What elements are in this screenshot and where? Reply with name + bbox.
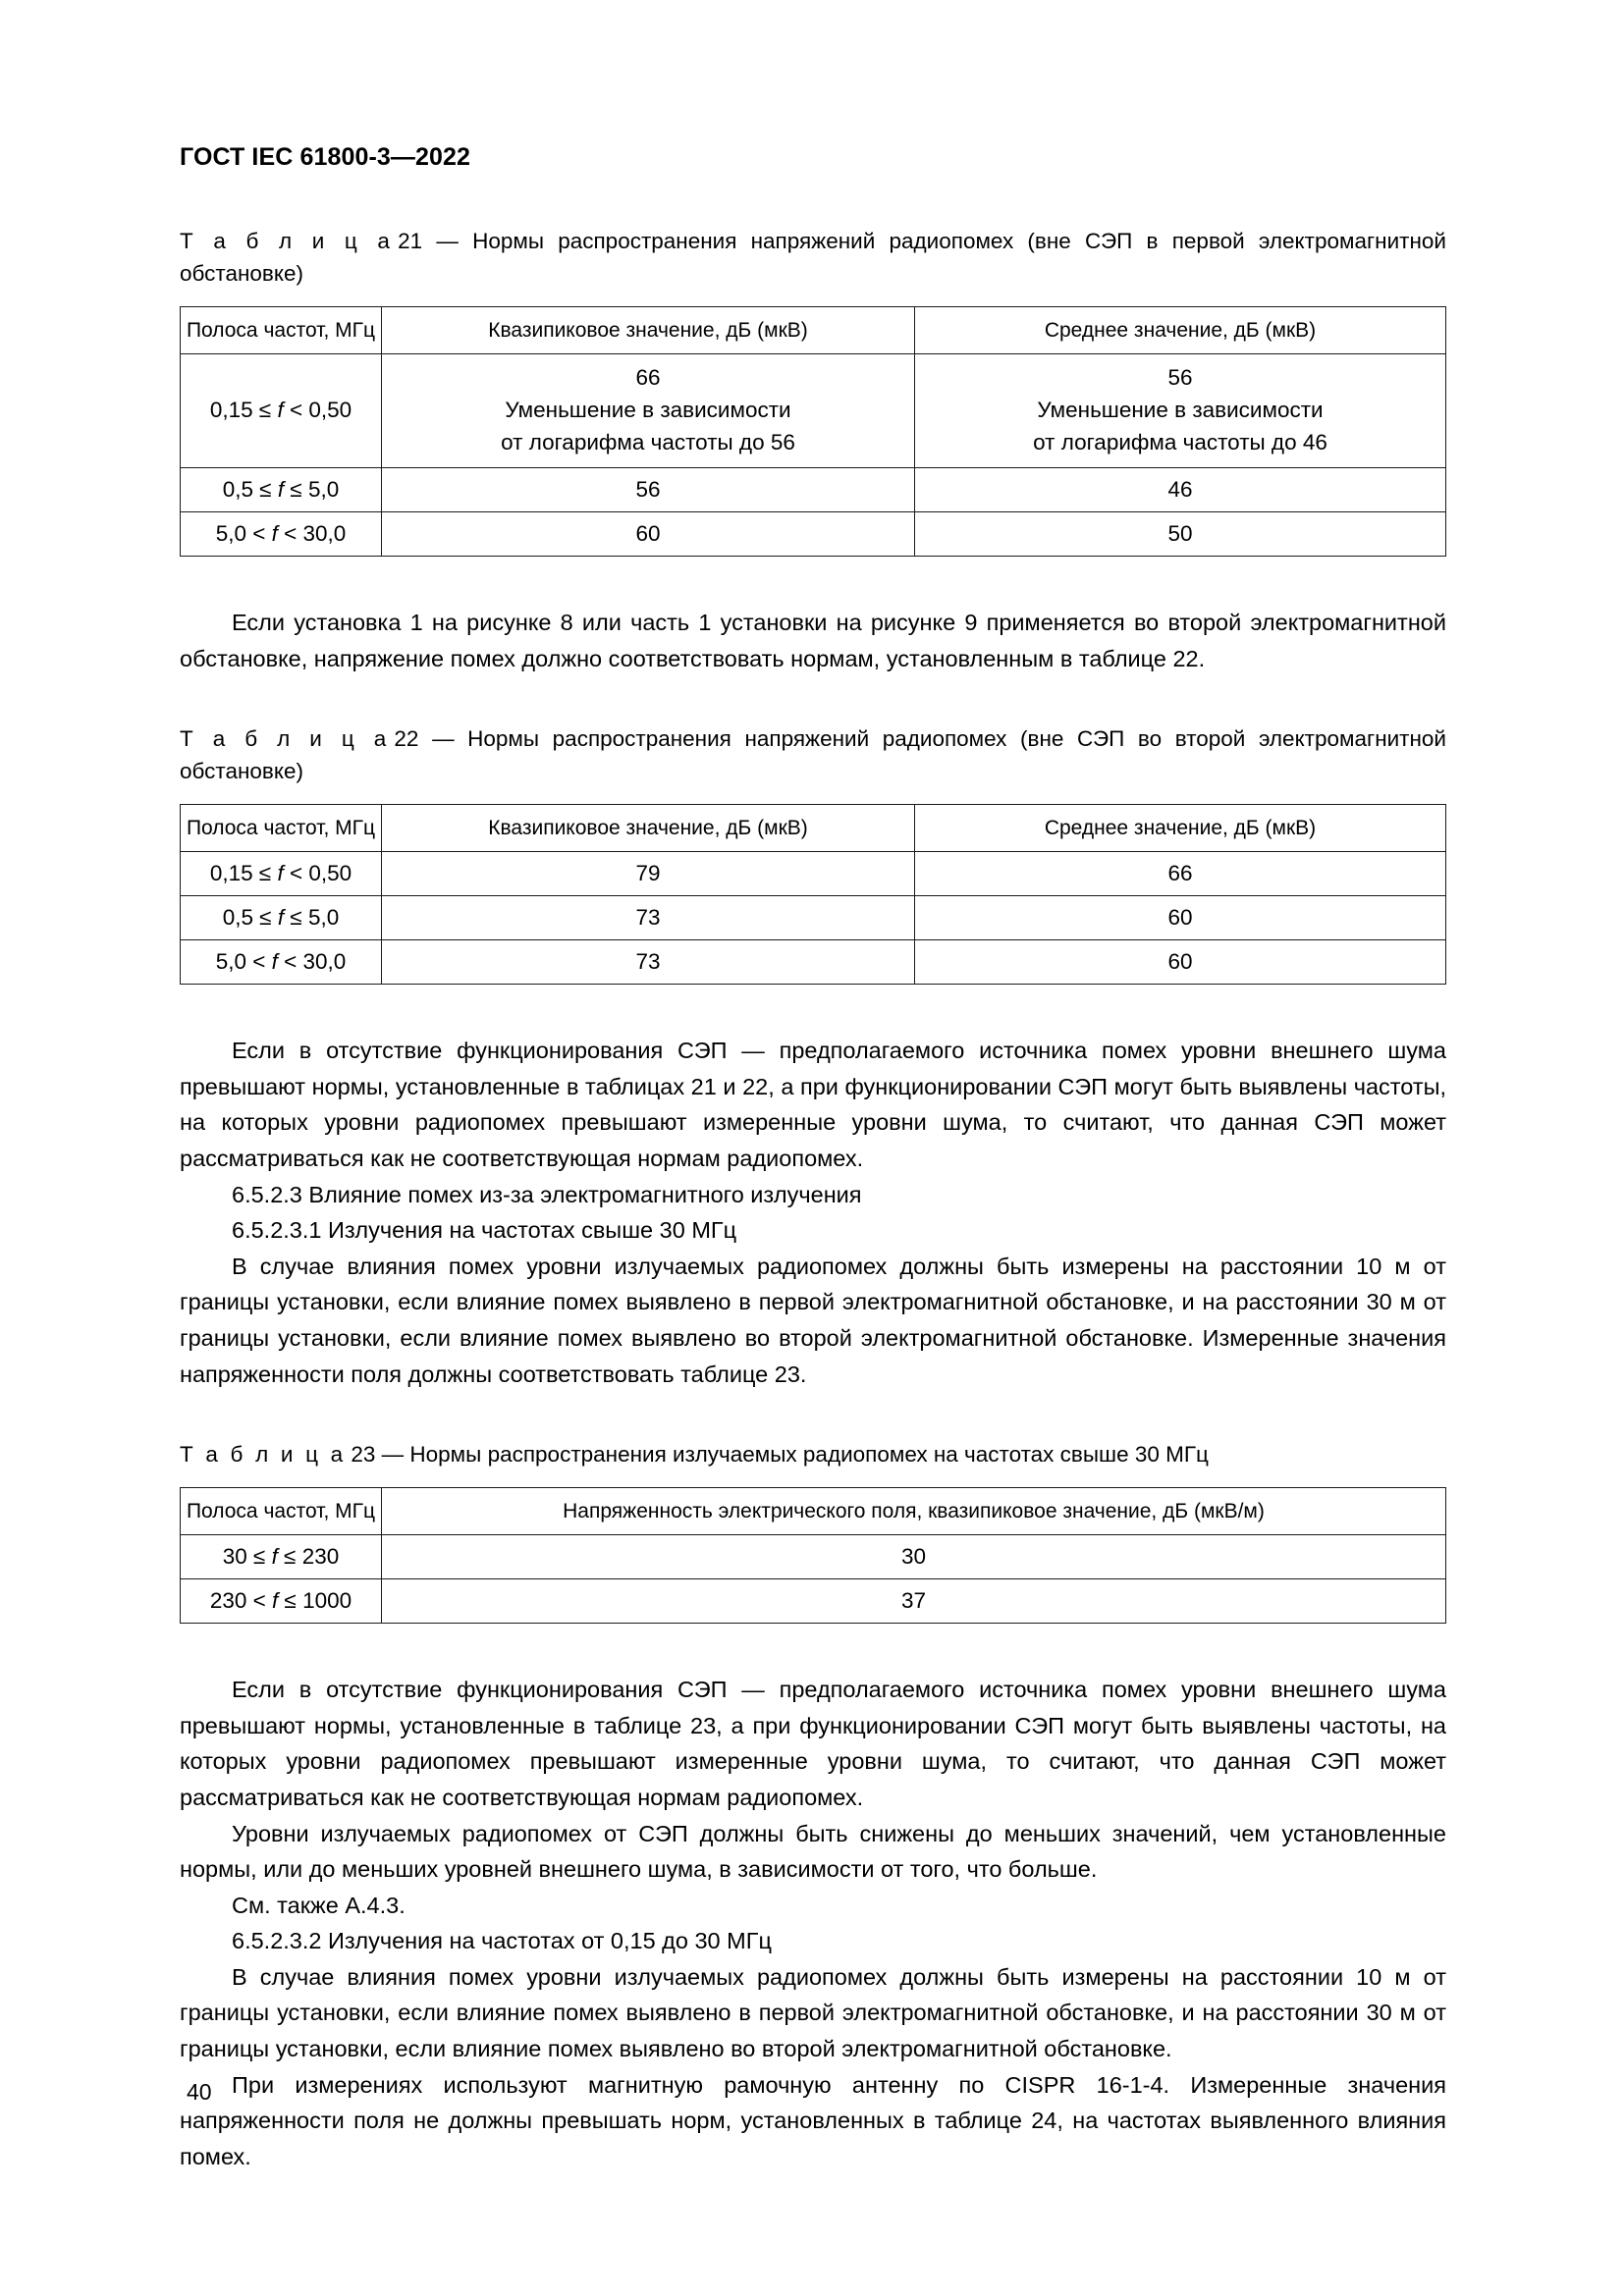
table-row [181,1535,1446,1579]
table-21-cell-average-1: 46 [915,468,1446,512]
paragraph-noise-levels-21-22: Если в отсутствие функционирования СЭП — предполагаемого источника помех уровни внешнего шума превышают нормы, установленные в таблицах 21 и 22, а при функционировании СЭП могут быть выявлены частоты, на которых уровни радиопомех превышают измеренные уровни шума, то считают, что данная СЭП может рассматриваться как не соответствующая нормам радиопомех. [180,1038,1446,1171]
table-23-caption-label: Т а б л и ц а [180,1442,347,1468]
table-22-header-quasipeak: Квазипиковое значение, дБ (мкВ) [382,805,915,852]
qp-note-line-1: Уменьшение в зависимости [505,398,791,422]
page-number: 40 [187,2079,212,2105]
band-pre: 0,5 ≤ [222,905,278,931]
table-row [181,354,1446,468]
table-21-header-average: Среднее значение, дБ (мкВ) [915,307,1446,354]
band-post: < 0,50 [283,398,352,422]
table-22-cell-average-0: 66 [915,852,1446,896]
band-var: f [277,905,285,931]
band-pre: 0,15 ≤ [209,861,278,886]
table-21-caption [180,225,1446,290]
table-23-cell-value-1: 37 [382,1579,1446,1624]
table-23-header-band: Полоса частот, МГц [181,1488,382,1535]
table-21-cell-quasipeak-0 [382,354,915,468]
table-row [181,1579,1446,1624]
table-23-cell-band-0 [181,1535,382,1579]
table-21-cell-band-1 [181,468,382,512]
paragraph-measurement-distance-low-freq: В случае влияния помех уровни излучаемых радиопомех должны быть измерены на расстоянии 10 м от границы установки, если влияние помех выявлено в первой электромагнитной обстановке, и на расстоянии 30 м от границы установки, если влияние помех выявлено во второй электромагнитной обстановке. [180,1963,1446,2062]
band-var: f [272,1588,279,1614]
band-post: ≤ 5,0 [284,477,340,502]
clause-6-5-2-3-2: 6.5.2.3.2 Излучения на частотах от 0,15 до 30 МГц [232,1928,772,1954]
qp-note-line-2: от логарифма частоты до 56 [501,430,795,454]
band-post: < 30,0 [277,521,347,546]
table-21-header-row [181,307,1446,354]
band-pre: 5,0 < [215,521,272,546]
table-22-cell-band-2 [181,940,382,985]
table-22 [180,804,1446,985]
table-23-caption-text: — Нормы распространения излучаемых радиопомех на частотах свыше 30 МГц [381,1442,1209,1468]
table-23-cell-value-0: 30 [382,1535,1446,1579]
band-var: f [277,861,284,886]
table-22-cell-average-1: 60 [915,896,1446,940]
avg-note-line-1: Уменьшение в зависимости [1037,398,1324,422]
table-23-header-row [181,1488,1446,1535]
table-22-cell-quasipeak-0: 79 [382,852,915,896]
table-21-header-band: Полоса частот, МГц [181,307,382,354]
table-22-cell-quasipeak-1: 73 [382,896,915,940]
table-21-cell-band-2 [181,512,382,557]
table-22-cell-average-2: 60 [915,940,1446,985]
table-22-header-row [181,805,1446,852]
table-21-caption-label: Т а б л и ц а [180,229,394,253]
avg-value: 56 [1167,365,1193,390]
band-var: f [271,521,278,546]
band-pre: 0,5 ≤ [222,477,278,502]
paragraph-noise-levels-23: Если в отсутствие функционирования СЭП — предполагаемого источника помех уровни внешнего шума превышают нормы, установленные в таблице 23, а при функционировании СЭП могут быть выявлены частоты, на которых уровни радиопомех превышают измеренные уровни шума, то считают, что данная СЭП может рассматриваться как не соответствующая нормам радиопомех. [180,1677,1446,1810]
table-23-cell-band-1 [181,1579,382,1624]
table-22-cell-band-1 [181,896,382,940]
table-row [181,896,1446,940]
table-row [181,468,1446,512]
table-23-caption [180,1438,1446,1470]
band-var: f [277,398,284,422]
table-21-caption-text: — Нормы распространения напряжений радиопомех (вне СЭП в первой электромагнитной обстановке) [180,229,1446,286]
table-21-cell-average-0 [915,354,1446,468]
table-21-header-quasipeak: Квазипиковое значение, дБ (мкВ) [382,307,915,354]
table-21-cell-band-0 [181,354,382,468]
table-21 [180,306,1446,557]
table-21-cell-average-2: 50 [915,512,1446,557]
table-22-caption-text: — Нормы распространения напряжений радиопомех (вне СЭП во второй электромагнитной обстановке) [180,726,1446,784]
table-21-cell-quasipeak-2: 60 [382,512,915,557]
table-21-caption-number: 21 [398,229,423,253]
band-pre: 5,0 < [215,949,272,975]
table-row [181,940,1446,985]
page-content [180,143,1446,2174]
table-22-caption-label: Т а б л и ц а [180,726,390,752]
band-pre: 230 < [209,1588,272,1614]
band-post: < 0,50 [283,861,352,886]
clause-6-5-2-3-1: 6.5.2.3.1 Излучения на частотах свыше 30 МГц [232,1217,737,1244]
table-22-caption [180,722,1446,787]
table-22-header-average: Среднее значение, дБ (мкВ) [915,805,1446,852]
running-head: ГОСТ IEC 61800-3—2022 [180,143,471,171]
paragraph-loop-antenna-cispr: При измерениях используют магнитную рамочную антенну по CISPR 16-1-4. Измеренные значения напряженности поля не должны превышать норм, установленных в таблице 24, на частотах выявленного влияния помех. [180,2071,1446,2169]
band-var: f [271,1544,278,1570]
paragraph-reduce-emission-levels: Уровни излучаемых радиопомех от СЭП должны быть снижены до меньших значений, чем установленные нормы, или до меньших уровней внешнего шума, в зависимости от того, что больше. [180,1820,1446,1883]
band-post: ≤ 1000 [278,1588,352,1614]
band-post: ≤ 5,0 [284,905,340,931]
table-22-cell-quasipeak-2: 73 [382,940,915,985]
paragraph-measurement-distance-30mhz: В случае влияния помех уровни излучаемых радиопомех должны быть измерены на расстоянии 10 м от границы установки, если влияние помех выявлено в первой электромагнитной обстановке, и на расстоянии 30 м от границы установки, если влияние помех выявлено во второй электромагнитной обстановке. Измеренные значения напряженности поля должны соответствовать таблице 23. [180,1253,1446,1387]
table-22-cell-band-0 [181,852,382,896]
table-21-cell-quasipeak-1: 56 [382,468,915,512]
table-row [181,852,1446,896]
paragraph-see-also-a43: См. также А.4.3. [232,1892,406,1918]
band-pre: 30 ≤ [222,1544,272,1570]
band-var: f [277,477,285,502]
avg-note-line-2: от логарифма частоты до 46 [1033,430,1327,454]
table-22-caption-number: 22 [394,726,419,752]
table-23-caption-number: 23 [351,1442,376,1468]
paragraph-after-table-21: Если установка 1 на рисунке 8 или часть 1 установки на рисунке 9 применяется во второй электромагнитной обстановке, напряжение помех должно соответствовать нормам, установленным в таблице 22. [180,610,1446,671]
table-23 [180,1487,1446,1624]
table-22-header-band: Полоса частот, МГц [181,805,382,852]
qp-value: 66 [635,365,661,390]
table-row [181,512,1446,557]
band-post: ≤ 230 [277,1544,340,1570]
band-var: f [271,949,278,975]
clause-6-5-2-3: 6.5.2.3 Влияние помех из-за электромагнитного излучения [232,1181,862,1207]
band-pre: 0,15 ≤ [209,398,278,422]
band-post: < 30,0 [277,949,347,975]
table-23-header-field-strength: Напряженность электрического поля, квазипиковое значение, дБ (мкВ/м) [382,1488,1446,1535]
